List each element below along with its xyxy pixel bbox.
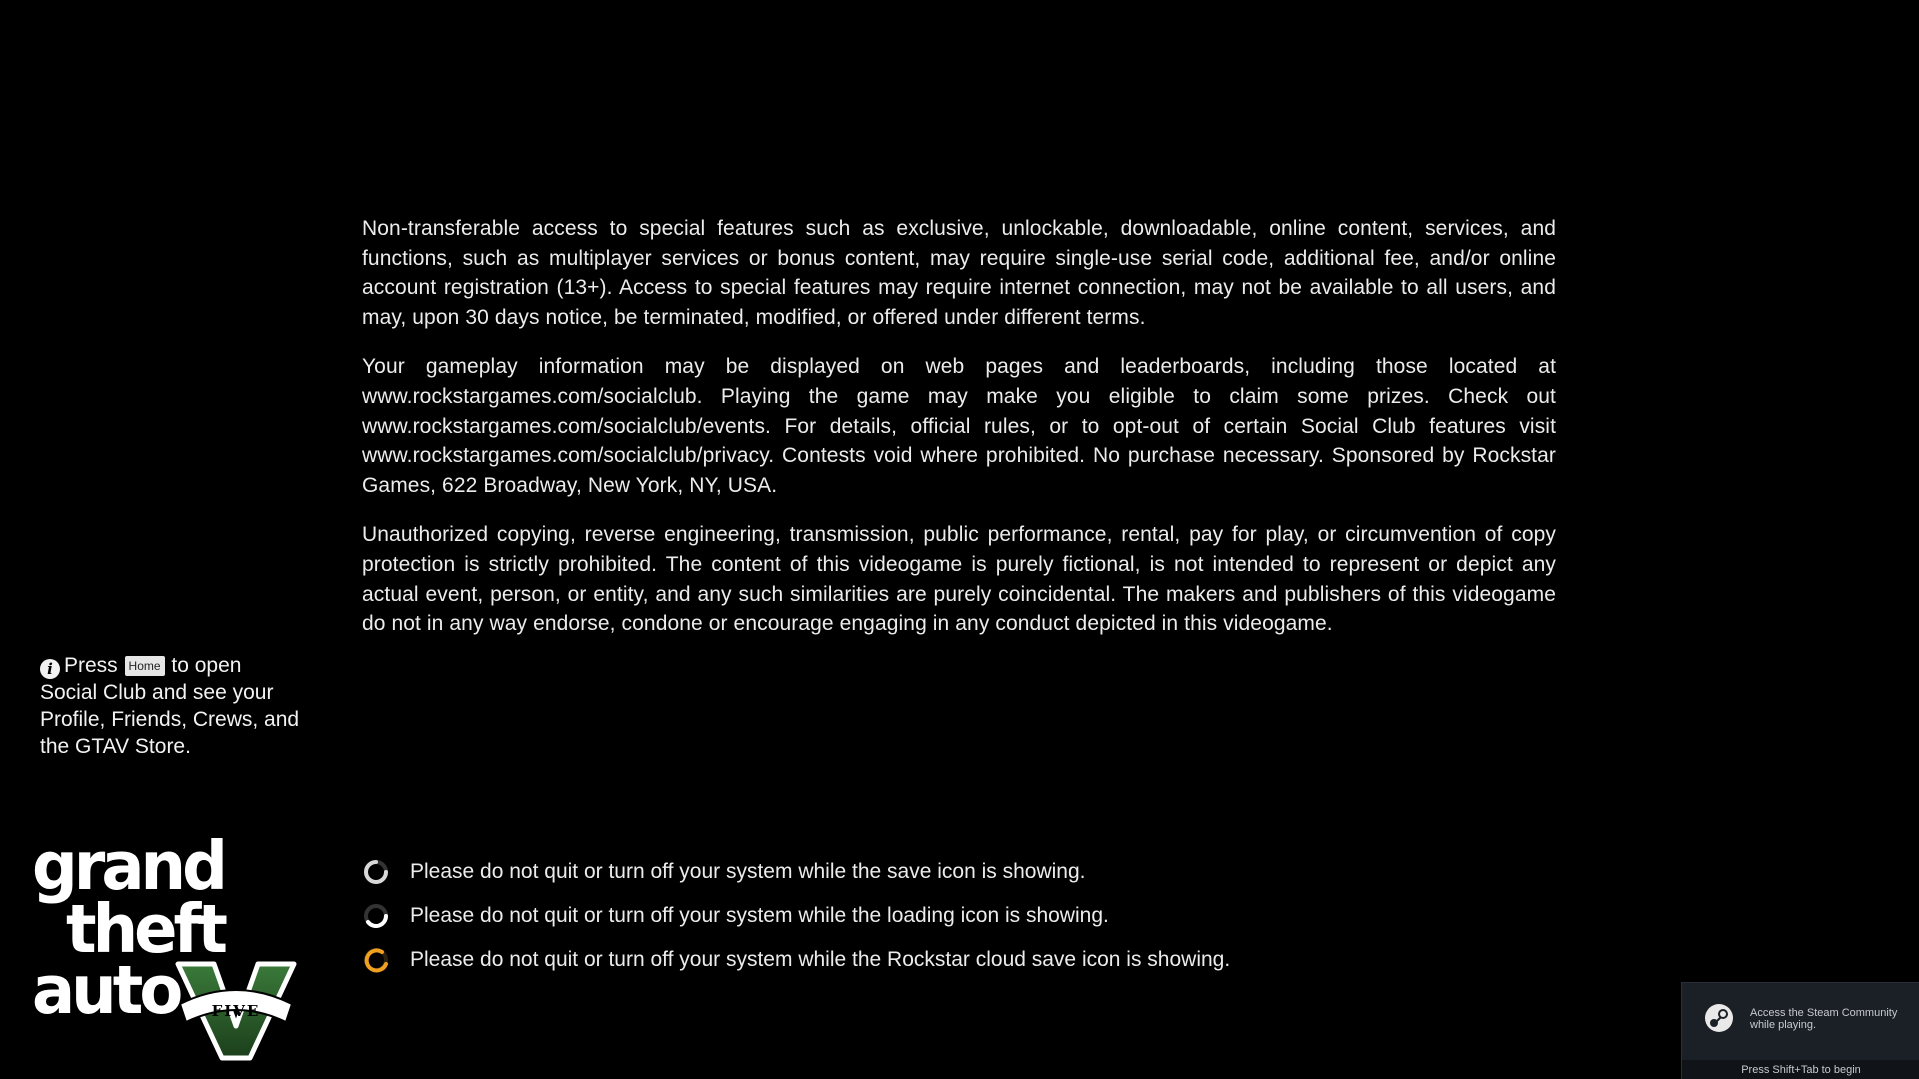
gta-v-logo	[28, 826, 303, 1066]
cloud-save-spinner-icon	[362, 946, 390, 974]
save-notices	[362, 850, 1230, 982]
notice-cloud-save-text: Please do not quit or turn off your system while the Rockstar cloud save icon is showing.	[410, 948, 1231, 971]
logo-five-text: FIVE	[211, 1002, 261, 1020]
notice-cloud-save	[362, 938, 1230, 982]
logo-word-theft: theft	[66, 890, 224, 969]
steam-popup-message: Access the Steam Community while playing.	[1750, 1007, 1898, 1031]
steam-overlay-notification[interactable]	[1681, 982, 1919, 1079]
loading-spinner-icon	[362, 902, 390, 930]
hint-rest-text: to open Social Club and see your Profile, Friends, Crews, and the GTAV Store.	[40, 654, 300, 758]
save-spinner-icon	[362, 858, 390, 886]
logo-word-grand: grand	[32, 827, 224, 906]
info-icon: i	[40, 659, 60, 679]
notice-loading-text: Please do not quit or turn off your system while the loading icon is showing.	[410, 904, 1109, 927]
notice-loading	[362, 894, 1230, 938]
notice-save-text: Please do not quit or turn off your system while the save icon is showing.	[410, 860, 1086, 883]
hint-press-text: Press	[64, 654, 118, 677]
legal-paragraph-gameplay-info: Your gameplay information may be displayed on web pages and leaderboards, including those located at www.rockstargames.com/socialclub. Playing the game may make you eligible to claim some prizes. Check out www.rockstargames.com/socialclub/events. For details, official rules, or to opt-out of certain Social Club features visit www.rockstargames.com/socialclub/privacy. Contests void where prohibited. No purchase necessary. Sponsored by Rockstar Games, 622 Broadway, New York, NY, USA.	[362, 355, 1556, 497]
social-club-hint	[40, 652, 302, 760]
legal-text-block	[362, 214, 1556, 659]
home-key-badge: Home	[125, 656, 165, 676]
logo-word-auto: auto	[32, 951, 180, 1030]
steam-icon	[1704, 1003, 1734, 1033]
legal-paragraph-copy-protection: Unauthorized copying, reverse engineering, transmission, public performance, rental, pay for play, or circumvention of copy protection is strictly prohibited. The content of this videogame is purely fictional, is not intended to represent or depict any actual event, person, or entity, and any such similarities are purely coincidental. The makers and publishers of this videogame do not in any way endorse, condone or encourage engaging in any conduct depicted in this videogame.	[362, 523, 1556, 636]
notice-save	[362, 850, 1230, 894]
legal-paragraph-features: Non-transferable access to special features such as exclusive, unlockable, downloadable, online content, services, and functions, such as multiplayer services or bonus content, may require single-use serial code, additional fee, and/or online account registration (13+). Access to special features may require internet connection, may not be available to all users, and may, upon 30 days notice, be terminated, modified, or offered under different terms.	[362, 217, 1556, 329]
steam-popup-footer: Press Shift+Tab to begin	[1682, 1060, 1919, 1079]
